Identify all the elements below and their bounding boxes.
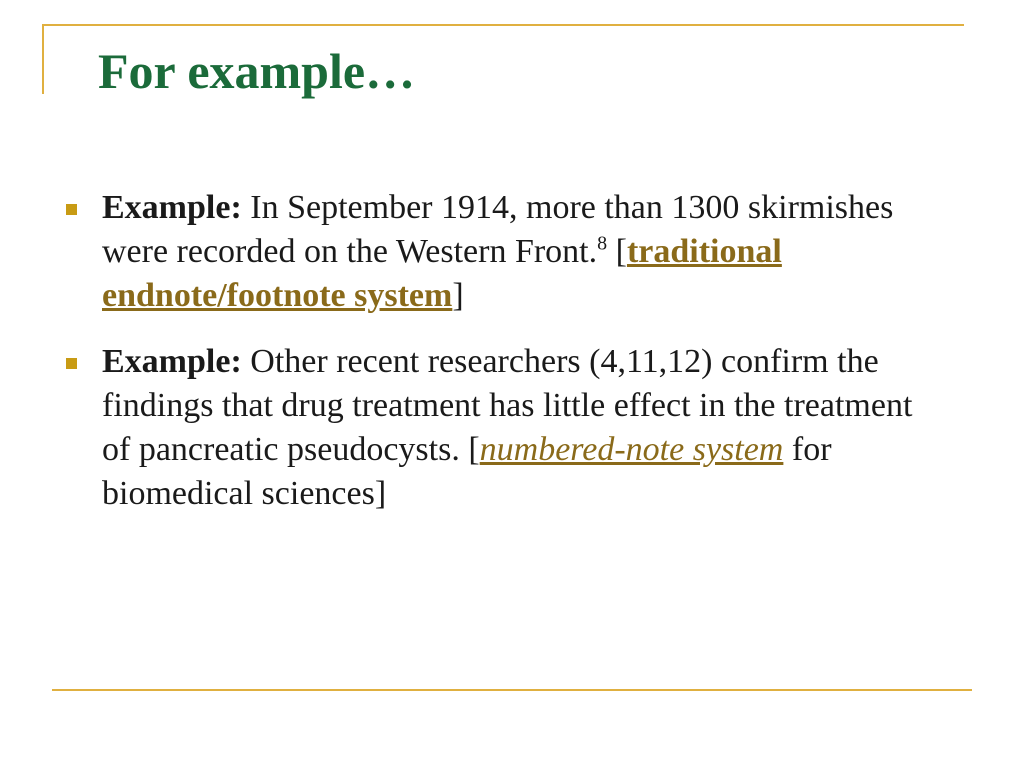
slide-title: For example… [98,43,416,99]
bullet-lead: Example: [102,343,242,380]
bullet-text: Other recent researchers (4,11,12) confirm the findings that drug treatment has little effect in the treatment of pancreatic pseudocysts. [102,343,913,468]
footnote-superscript: 8 [597,232,608,255]
traditional-system-link[interactable]: traditional endnote/footnote system [102,233,782,314]
bullet-item-numbered [62,340,942,516]
bracket-open: [ [607,233,627,270]
bullet-text: In September 1914, more than 1300 skirmishes were recorded on the Western Front. [102,189,894,270]
bullet-text-after-link: for biomedical sciences] [102,431,832,512]
bullet-lead: Example: [102,189,242,226]
numbered-note-system-link[interactable]: numbered-note system [479,431,784,468]
bullet-list [62,186,942,538]
bracket-open: [ [459,431,480,468]
bottom-border-line [52,689,972,691]
top-border-line [42,24,964,26]
bracket-close: ] [452,277,464,314]
left-border-line [42,24,44,94]
square-bullet-icon [66,358,77,369]
bullet-item-traditional [62,186,942,318]
square-bullet-icon [66,204,77,215]
